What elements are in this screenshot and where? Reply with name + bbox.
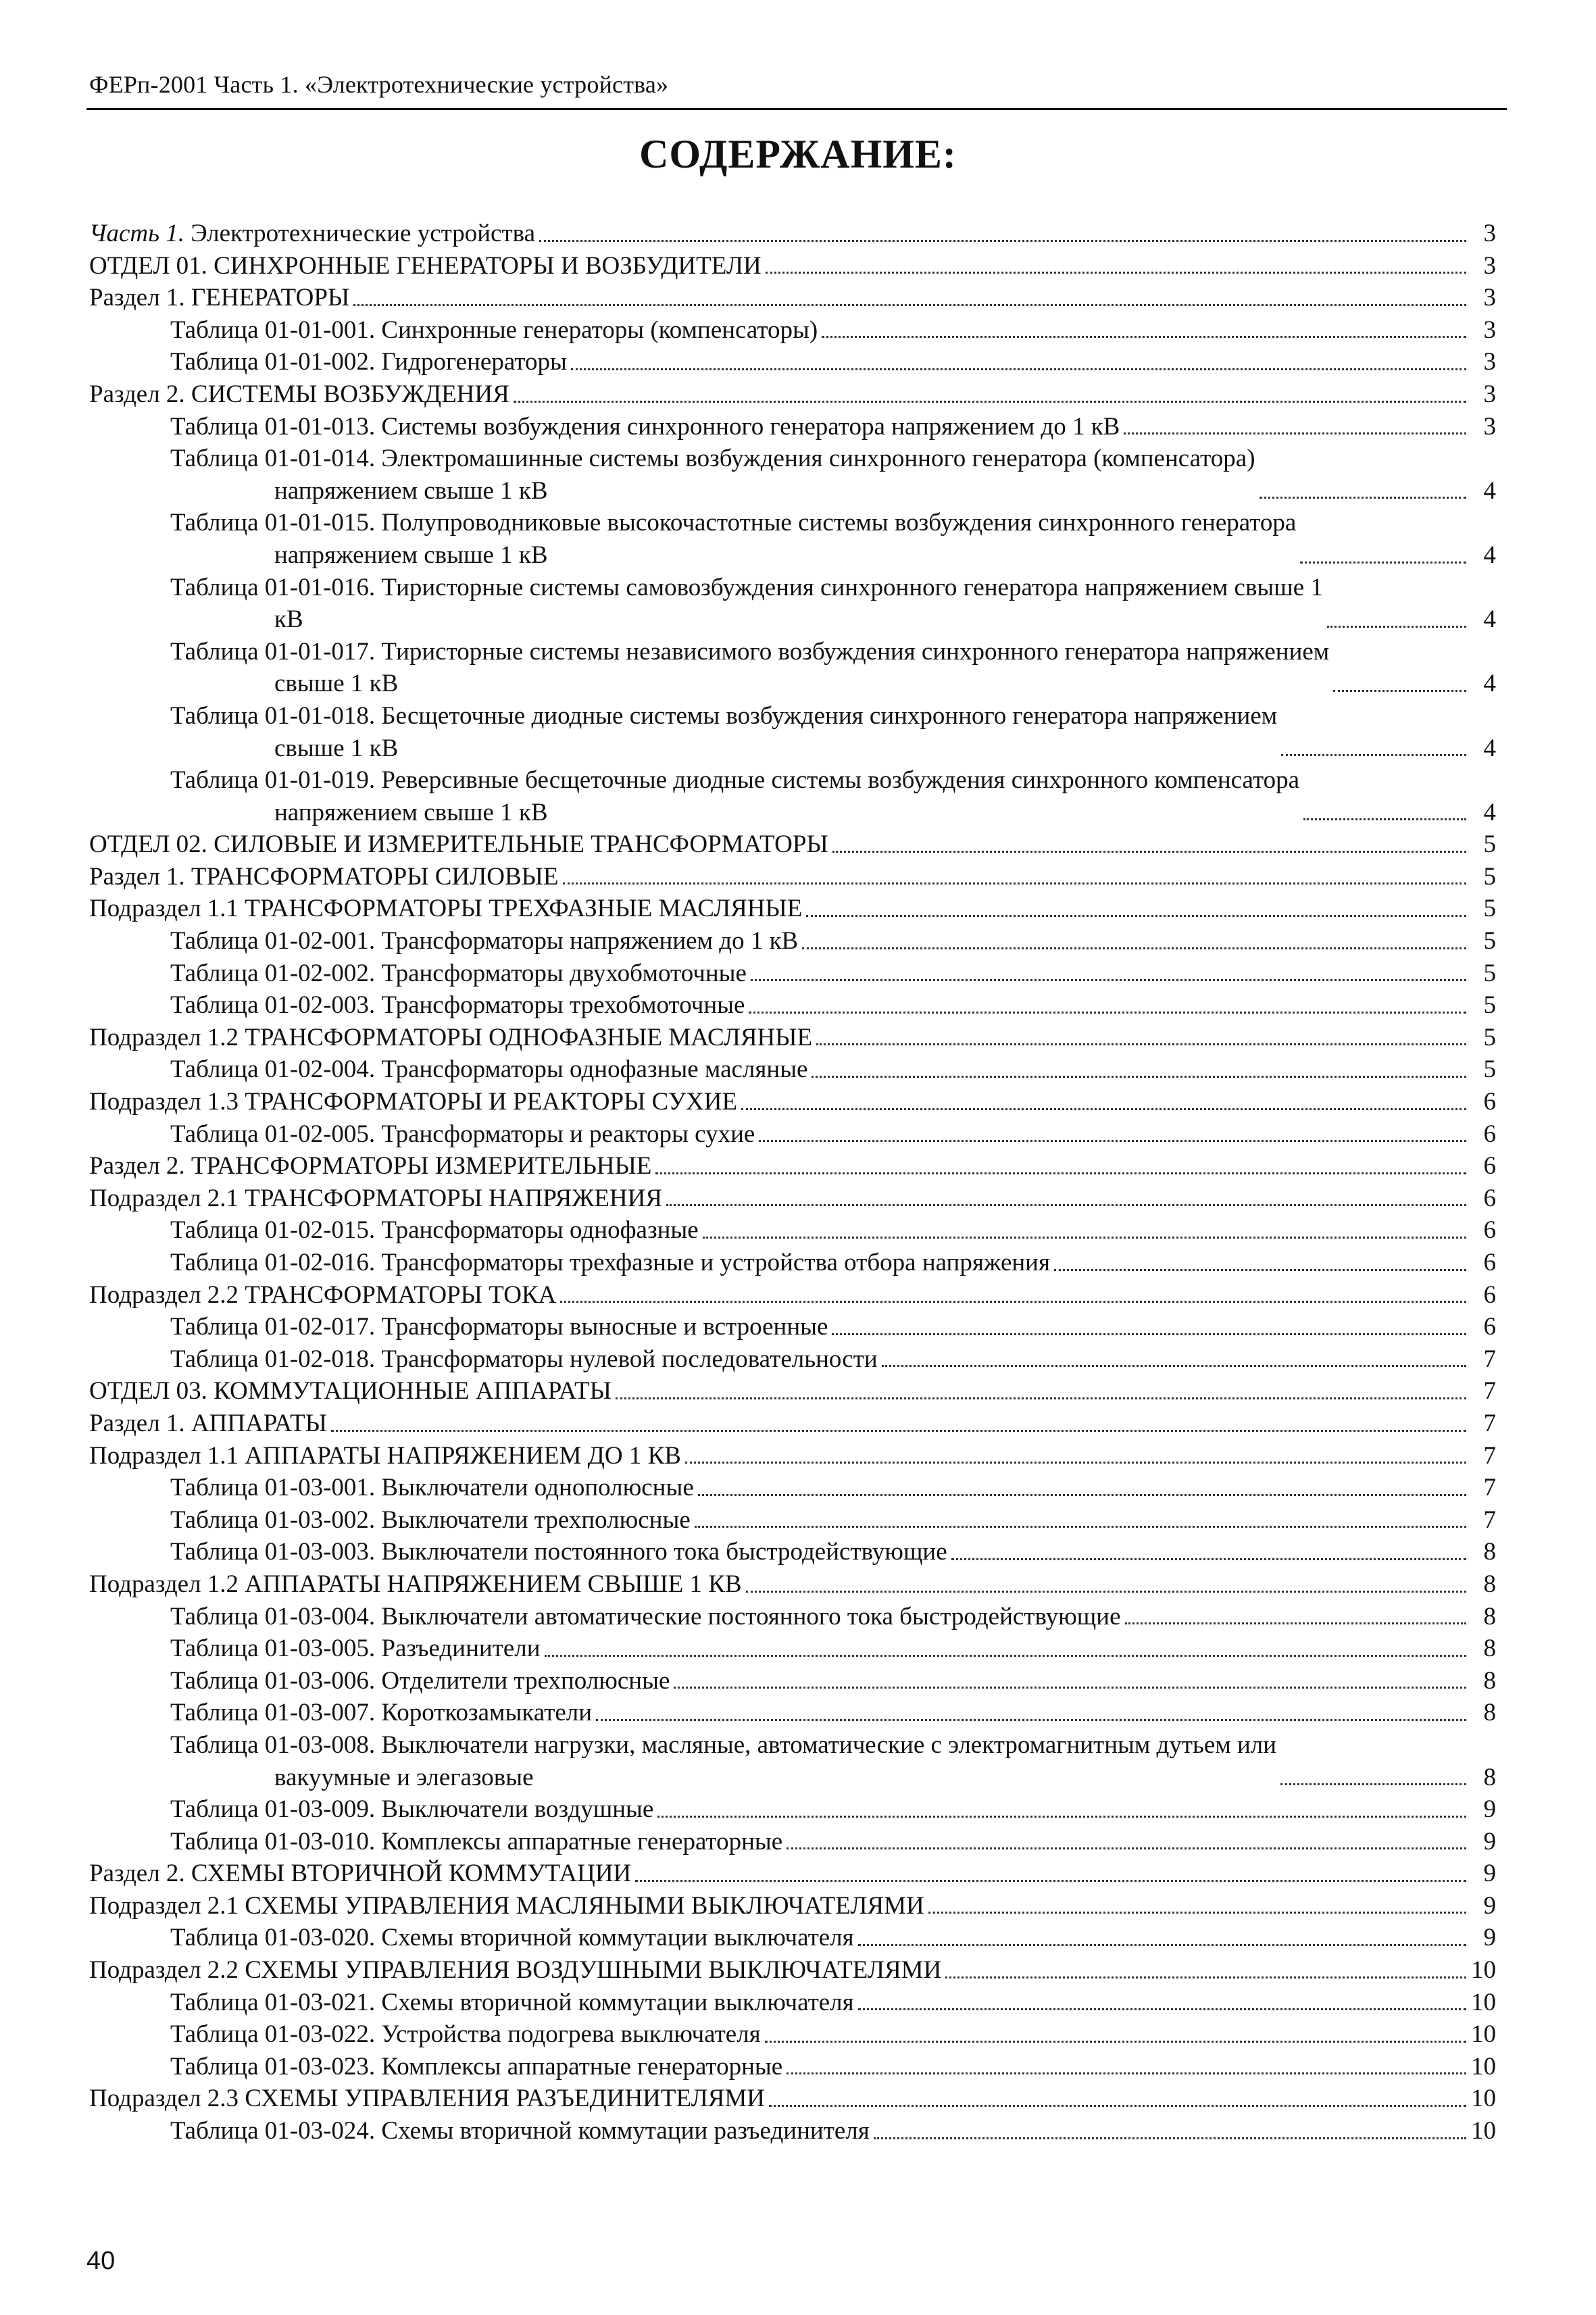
toc-entry-text: [170, 1214, 699, 1247]
toc-entry-page: 3: [1483, 380, 1496, 408]
table-of-contents: [89, 218, 1496, 2147]
toc-entry[interactable]: [89, 2018, 1496, 2051]
toc-entry-page: 6: [1483, 1088, 1496, 1116]
toc-entry-text: [170, 2051, 782, 2083]
toc-entry-text: [170, 411, 1120, 443]
dot-leader: [832, 1333, 1466, 1335]
toc-entry-title: Раздел 1. ГЕНЕРАТОРЫ: [89, 284, 350, 312]
toc-entry-title: Подраздел 1.2 ТРАНСФОРМАТОРЫ ОДНОФАЗНЫЕ МАСЛЯНЫЕ: [89, 1023, 813, 1051]
toc-entry-page: 6: [1483, 1216, 1496, 1245]
dot-leader: [703, 1236, 1466, 1239]
toc-entry-title: ОТДЕЛ 03. КОММУТАЦИОННЫЕ АППАРАТЫ: [89, 1377, 612, 1405]
toc-entry-title: Таблица 01-03-023. Комплексы аппаратные генераторные: [170, 2052, 783, 2081]
toc-entry-text: [170, 1536, 947, 1568]
toc-entry-continuation: напряжением свыше 1 кВ: [274, 476, 548, 505]
dot-leader: [787, 1847, 1466, 1849]
toc-entry[interactable]: [89, 700, 1496, 764]
toc-entry[interactable]: [89, 2115, 1496, 2147]
toc-entry-page: 8: [1483, 1602, 1496, 1631]
toc-entry-page: 3: [1483, 316, 1496, 344]
dot-leader: [822, 335, 1466, 338]
toc-entry-title: Таблица 01-02-004. Трансформаторы однофазные масляные: [170, 1055, 808, 1084]
toc-entry-title: Таблица 01-03-024. Схемы вторичной коммутации разъединителя: [170, 2117, 870, 2145]
toc-entry-title: Таблица 01-03-006. Отделители трехполюсные: [170, 1666, 670, 1695]
toc-entry-page: 5: [1483, 862, 1496, 891]
toc-entry[interactable]: [89, 1343, 1496, 1376]
dot-leader: [571, 368, 1466, 370]
dot-leader: [514, 400, 1466, 403]
toc-entry-title: Таблица 01-01-001. Синхронные генераторы (компенсаторы): [170, 316, 818, 344]
dot-leader: [1327, 625, 1466, 628]
toc-entry-title: Таблица 01-01-017. Тиристорные системы независимого возбуждения синхронного генератора напряжением: [170, 637, 1330, 666]
toc-entry-text: [170, 700, 1277, 764]
toc-entry-text: [89, 378, 509, 411]
dot-leader: [353, 303, 1466, 306]
toc-entry-title: Таблица 01-01-015. Полупроводниковые высокочастотные системы возбуждения синхронного генератора: [170, 509, 1297, 537]
dot-leader: [766, 271, 1466, 274]
toc-entry-title: Электротехнические устройства: [184, 220, 536, 247]
toc-entry[interactable]: [89, 1214, 1496, 1247]
toc-entry-page: 6: [1483, 1280, 1496, 1309]
toc-entry-text: [89, 1086, 737, 1118]
dot-leader: [765, 2040, 1466, 2043]
toc-entry-title: Подраздел 2.1 ТРАНСФОРМАТОРЫ НАПРЯЖЕНИЯ: [89, 1184, 663, 1212]
toc-entry[interactable]: [89, 411, 1496, 443]
toc-entry-page: 10: [1471, 2085, 1496, 2113]
toc-entry-title: Таблица 01-02-016. Трансформаторы трехфазные и устройства отбора напряжения: [170, 1249, 1050, 1276]
toc-entry-title: Таблица 01-03-005. Разъединители: [170, 1635, 541, 1663]
dot-leader: [1054, 1268, 1466, 1271]
header-divider: [86, 108, 1507, 110]
dot-leader: [945, 1976, 1466, 1978]
toc-entry[interactable]: [89, 1633, 1496, 1665]
toc-entry-text: [170, 346, 567, 378]
toc-entry-page: 8: [1483, 1763, 1496, 1791]
toc-entry-page: 5: [1483, 1023, 1496, 1051]
toc-entry-page: 9: [1483, 1891, 1496, 1920]
toc-entry[interactable]: [89, 1440, 1496, 1472]
toc-entry-page: 10: [1471, 2020, 1496, 2049]
toc-entry-title: Раздел 1. АППАРАТЫ: [89, 1409, 327, 1437]
toc-entry-page: 5: [1483, 830, 1496, 859]
toc-entry[interactable]: [89, 861, 1496, 893]
toc-entry-text: [170, 1922, 854, 1954]
toc-entry-page: 10: [1471, 2052, 1496, 2081]
toc-entry-text: [89, 1375, 612, 1408]
toc-entry-title: Подраздел 2.1 СХЕМЫ УПРАВЛЕНИЯ МАСЛЯНЫМИ ВЫКЛЮЧАТЕЛЯМИ: [89, 1891, 924, 1920]
dot-leader: [858, 2008, 1466, 2010]
toc-entry-page: 7: [1483, 1474, 1496, 1502]
toc-entry[interactable]: [89, 346, 1496, 378]
toc-entry-continuation: кВ: [274, 605, 303, 634]
dot-leader: [812, 1075, 1466, 1078]
toc-entry-page: 5: [1483, 1055, 1496, 1084]
dot-leader: [751, 978, 1466, 981]
toc-entry-page: 10: [1471, 1956, 1496, 1985]
toc-entry-text: [170, 1633, 541, 1665]
toc-entry-title: Таблица 01-03-001. Выключатели однополюсные: [170, 1474, 694, 1502]
page-title: СОДЕРЖАНИЕ:: [639, 132, 957, 176]
toc-entry-title: Подраздел 2.2 ТРАНСФОРМАТОРЫ ТОКА: [89, 1280, 557, 1309]
toc-entry[interactable]: [89, 1601, 1496, 1633]
toc-entry[interactable]: [89, 764, 1496, 828]
toc-entry-text: [170, 572, 1323, 636]
dot-leader: [331, 1429, 1466, 1432]
toc-entry[interactable]: [89, 893, 1496, 925]
toc-entry-page: 10: [1471, 2117, 1496, 2145]
toc-entry-page: 5: [1483, 959, 1496, 987]
toc-entry-title: Раздел 2. СИСТЕМЫ ВОЗБУЖДЕНИЯ: [89, 380, 509, 408]
dot-leader: [1260, 496, 1466, 499]
toc-entry-page: 4: [1483, 605, 1496, 634]
toc-entry-title: Подраздел 1.2 АППАРАТЫ НАПРЯЖЕНИЕМ СВЫШЕ 1 КВ: [89, 1570, 742, 1598]
dot-leader: [560, 1300, 1466, 1303]
toc-entry-page: 8: [1483, 1538, 1496, 1566]
toc-entry-title: Таблица 01-03-008. Выключатели нагрузки, масляные, автоматические с электромагнитным дутьем или: [170, 1731, 1277, 1759]
toc-entry[interactable]: [89, 1954, 1496, 1987]
dot-leader: [563, 882, 1466, 885]
toc-entry-page: 9: [1483, 1924, 1496, 1952]
toc-entry-page: 10: [1471, 1988, 1496, 2016]
toc-entry-title: Таблица 01-03-010. Комплексы аппаратные генераторные: [170, 1827, 783, 1856]
toc-entry-page: 3: [1483, 220, 1496, 247]
toc-entry-text: [170, 314, 818, 347]
toc-entry[interactable]: [89, 1053, 1496, 1086]
toc-entry[interactable]: [89, 378, 1496, 411]
toc-entry-page: 4: [1483, 476, 1496, 505]
toc-entry-text: [89, 1408, 327, 1440]
toc-entry-text: [170, 2115, 870, 2147]
toc-entry-page: 8: [1483, 1570, 1496, 1598]
toc-entry[interactable]: [89, 1697, 1496, 1729]
dot-leader: [545, 1654, 1466, 1657]
toc-entry-title: Подраздел 1.3 ТРАНСФОРМАТОРЫ И РЕАКТОРЫ СУХИЕ: [89, 1088, 738, 1116]
page-number: 40: [86, 2247, 116, 2275]
toc-entry-title: Таблица 01-01-013. Системы возбуждения синхронного генератора напряжением до 1 кВ: [170, 412, 1120, 441]
toc-entry-text: [89, 1954, 941, 1987]
toc-entry-title: Таблица 01-02-005. Трансформаторы и реакторы сухие: [170, 1120, 755, 1148]
toc-entry-continuation: свыше 1 кВ: [274, 670, 399, 698]
toc-entry-text: [170, 1987, 854, 2019]
running-head: ФЕРп-2001 Часть 1. «Электротехнические устройства»: [89, 71, 669, 98]
toc-entry[interactable]: [89, 828, 1496, 861]
toc-entry[interactable]: [89, 1118, 1496, 1151]
dot-leader: [874, 2137, 1466, 2139]
toc-entry-continuation: напряжением свыше 1 кВ: [274, 541, 548, 569]
dot-leader: [741, 1107, 1466, 1110]
toc-entry[interactable]: [89, 2083, 1496, 2115]
toc-entry-title: Раздел 2. ТРАНСФОРМАТОРЫ ИЗМЕРИТЕЛЬНЫЕ: [89, 1152, 652, 1180]
toc-entry-text: [170, 1697, 592, 1729]
toc-entry-text: [170, 1247, 1050, 1279]
toc-entry-title: Таблица 01-01-016. Тиристорные системы самовозбуждения синхронного генератора напряжением свыше 1: [170, 573, 1323, 601]
toc-entry-text: [89, 282, 349, 314]
toc-entry-page: 9: [1483, 1860, 1496, 1888]
toc-entry-text: [170, 2018, 761, 2051]
toc-entry[interactable]: [89, 1987, 1496, 2019]
dot-leader: [1303, 818, 1466, 820]
toc-entry-page: 6: [1483, 1120, 1496, 1148]
dot-leader: [928, 1911, 1466, 1914]
toc-entry[interactable]: [89, 282, 1496, 314]
toc-entry-page: 6: [1483, 1152, 1496, 1180]
toc-entry-title: Таблица 01-03-003. Выключатели постоянного тока быстродействующие: [170, 1538, 947, 1566]
toc-entry-text: [89, 250, 762, 282]
toc-entry-title: Таблица 01-02-017. Трансформаторы выносные и встроенные: [170, 1313, 828, 1341]
dot-leader: [616, 1397, 1466, 1399]
dot-leader: [787, 2072, 1466, 2074]
toc-entry-title: Таблица 01-03-004. Выключатели автоматические постоянного тока быстродействующие: [170, 1602, 1121, 1631]
toc-entry-text: [89, 218, 535, 250]
toc-entry[interactable]: [89, 1793, 1496, 1826]
toc-entry-page: 5: [1483, 927, 1496, 955]
toc-entry-text: [170, 989, 745, 1022]
toc-entry-title: Таблица 01-02-015. Трансформаторы однофазные: [170, 1216, 699, 1245]
dot-leader: [674, 1686, 1466, 1689]
toc-entry-page: 4: [1483, 541, 1496, 569]
dot-leader: [698, 1493, 1466, 1496]
toc-entry-page: 7: [1483, 1441, 1496, 1470]
toc-entry[interactable]: [89, 636, 1496, 700]
toc-entry[interactable]: [89, 1504, 1496, 1537]
toc-entry[interactable]: [89, 2051, 1496, 2083]
toc-entry-text: [170, 764, 1299, 828]
dot-leader: [951, 1558, 1466, 1560]
dot-leader: [635, 1879, 1466, 1882]
toc-entry-title: Подраздел 2.3 СХЕМЫ УПРАВЛЕНИЯ РАЗЪЕДИНИТЕЛЯМИ: [89, 2085, 765, 2113]
toc-entry-title: Таблица 01-01-018. Бесщеточные диодные системы возбуждения синхронного генератора напряжением: [170, 701, 1278, 730]
toc-entry[interactable]: [89, 1022, 1496, 1054]
toc-entry-text: [170, 1601, 1121, 1633]
toc-entry[interactable]: [89, 1568, 1496, 1601]
toc-entry[interactable]: [89, 250, 1496, 282]
dot-leader: [759, 1139, 1466, 1142]
toc-entry-text: [89, 1022, 812, 1054]
toc-entry[interactable]: [89, 507, 1496, 571]
toc-entry-title: Таблица 01-03-002. Выключатели трехполюсные: [170, 1505, 691, 1534]
toc-entry-text: [170, 1118, 755, 1151]
dot-leader: [802, 947, 1466, 949]
toc-entry-text: [89, 1279, 556, 1312]
toc-entry-text: [89, 1150, 651, 1183]
toc-entry-continuation: вакуумные и элегазовые: [274, 1763, 534, 1791]
dot-leader: [596, 1718, 1466, 1721]
toc-entry-text: [89, 828, 828, 861]
toc-entry-text: [170, 443, 1255, 507]
toc-entry-title: Таблица 01-02-002. Трансформаторы двухобмоточные: [170, 959, 747, 987]
toc-entry-page: 7: [1483, 1345, 1496, 1373]
toc-entry[interactable]: [89, 925, 1496, 957]
toc-entry-page: 3: [1483, 251, 1496, 280]
toc-entry-page: 5: [1483, 991, 1496, 1020]
dot-leader: [858, 1943, 1466, 1946]
toc-entry[interactable]: [89, 443, 1496, 507]
toc-entry[interactable]: [89, 1665, 1496, 1697]
dot-leader: [1280, 1783, 1466, 1785]
toc-entry[interactable]: [89, 1472, 1496, 1504]
dot-leader: [655, 1172, 1466, 1174]
toc-entry-page: 7: [1483, 1377, 1496, 1405]
toc-entry-page: 3: [1483, 348, 1496, 376]
toc-entry-text: [170, 1729, 1276, 1793]
toc-entry[interactable]: [89, 1183, 1496, 1215]
toc-entry-page: 9: [1483, 1827, 1496, 1856]
toc-entry-page: 4: [1483, 798, 1496, 826]
toc-entry-text: [170, 1343, 878, 1376]
dot-leader: [1300, 561, 1466, 564]
toc-entry-text: [89, 893, 802, 925]
toc-entry[interactable]: [89, 1922, 1496, 1954]
toc-entry-page: 4: [1483, 670, 1496, 698]
toc-entry-text: [170, 1053, 807, 1086]
toc-entry-text: [89, 2083, 765, 2115]
toc-entry-page: 8: [1483, 1666, 1496, 1695]
toc-entry-text: [170, 1665, 670, 1697]
toc-entry-label: Часть 1.: [89, 220, 184, 247]
dot-leader: [657, 1815, 1466, 1818]
toc-entry-page: 8: [1483, 1635, 1496, 1663]
toc-entry-text: [170, 1311, 828, 1343]
toc-entry-title: Раздел 1. ТРАНСФОРМАТОРЫ СИЛОВЫЕ: [89, 862, 559, 891]
dot-leader: [749, 1011, 1466, 1014]
toc-entry-title: Подраздел 2.2 СХЕМЫ УПРАВЛЕНИЯ ВОЗДУШНЫМИ ВЫКЛЮЧАТЕЛЯМИ: [89, 1956, 942, 1985]
toc-entry[interactable]: [89, 1890, 1496, 1922]
toc-entry[interactable]: [89, 1086, 1496, 1118]
toc-entry-text: [170, 957, 747, 990]
toc-entry-page: 7: [1483, 1409, 1496, 1437]
toc-entry[interactable]: [89, 957, 1496, 990]
toc-entry-page: 6: [1483, 1313, 1496, 1341]
toc-entry[interactable]: [89, 1826, 1496, 1858]
toc-entry[interactable]: [89, 314, 1496, 347]
dot-leader: [769, 2104, 1466, 2107]
toc-entry-title: Подраздел 1.1 ТРАНСФОРМАТОРЫ ТРЕХФАЗНЫЕ МАСЛЯНЫЕ: [89, 895, 803, 923]
toc-entry[interactable]: [89, 1858, 1496, 1890]
dot-leader: [1124, 432, 1466, 434]
toc-entry-text: [170, 1793, 653, 1826]
toc-entry-page: 3: [1483, 284, 1496, 312]
toc-entry-text: [89, 1568, 742, 1601]
toc-entry-page: 4: [1483, 734, 1496, 762]
dot-leader: [1333, 689, 1466, 692]
toc-entry-text: [170, 507, 1296, 571]
dot-leader: [882, 1364, 1466, 1367]
toc-entry-page: 6: [1483, 1184, 1496, 1212]
toc-entry[interactable]: [89, 1729, 1496, 1793]
toc-entry-text: [89, 1890, 924, 1922]
toc-entry-page: 8: [1483, 1699, 1496, 1727]
toc-entry-text: [170, 1826, 782, 1858]
toc-entry-page: 5: [1483, 895, 1496, 923]
toc-entry-continuation: свыше 1 кВ: [274, 734, 399, 762]
toc-entry-title: Таблица 01-03-007. Короткозамыкатели: [170, 1699, 593, 1727]
toc-entry-title: Подраздел 1.1 АППАРАТЫ НАПРЯЖЕНИЕМ ДО 1 КВ: [89, 1441, 681, 1470]
toc-entry-title: Таблица 01-01-014. Электромашинные системы возбуждения синхронного генератора (компенсатора): [170, 445, 1255, 473]
toc-entry-text: [89, 1858, 631, 1890]
toc-entry-text: [170, 636, 1329, 700]
toc-entry[interactable]: [89, 1247, 1496, 1279]
dot-leader: [685, 1461, 1466, 1464]
toc-entry-page: 9: [1483, 1795, 1496, 1824]
toc-entry-title: Таблица 01-02-003. Трансформаторы трехобмоточные: [170, 991, 745, 1020]
toc-entry[interactable]: [89, 1150, 1496, 1183]
toc-entry[interactable]: [89, 1375, 1496, 1408]
toc-entry-title: Раздел 2. СХЕМЫ ВТОРИЧНОЙ КОММУТАЦИИ: [89, 1860, 632, 1888]
toc-entry-text: [170, 1472, 694, 1504]
toc-entry-text: [89, 1440, 681, 1472]
dot-leader: [1281, 753, 1466, 756]
toc-entry-title: Таблица 01-03-020. Схемы вторичной коммутации выключателя: [170, 1924, 854, 1952]
dot-leader: [832, 850, 1466, 853]
dot-leader: [816, 1043, 1466, 1045]
toc-entry-title: ОТДЕЛ 02. СИЛОВЫЕ И ИЗМЕРИТЕЛЬНЫЕ ТРАНСФОРМАТОРЫ: [89, 830, 828, 859]
toc-entry-page: 3: [1483, 412, 1496, 441]
toc-entry-title: Таблица 01-03-021. Схемы вторичной коммутации выключателя: [170, 1988, 854, 2016]
toc-entry-page: 6: [1483, 1249, 1496, 1276]
toc-entry-continuation: напряжением свыше 1 кВ: [274, 798, 548, 826]
toc-entry[interactable]: [89, 1279, 1496, 1312]
dot-leader: [695, 1525, 1466, 1528]
toc-entry-page: 7: [1483, 1505, 1496, 1534]
toc-entry[interactable]: [89, 218, 1496, 250]
dot-leader: [666, 1203, 1466, 1206]
toc-entry[interactable]: [89, 989, 1496, 1022]
dot-leader: [806, 914, 1466, 917]
dot-leader: [1125, 1622, 1466, 1624]
toc-entry[interactable]: [89, 1311, 1496, 1343]
toc-entry[interactable]: [89, 1408, 1496, 1440]
toc-entry-title: Таблица 01-01-019. Реверсивные бесщеточные диодные системы возбуждения синхронного компенсатора: [170, 766, 1300, 795]
toc-entry[interactable]: [89, 572, 1496, 636]
dot-leader: [539, 239, 1466, 242]
toc-entry[interactable]: [89, 1536, 1496, 1568]
toc-entry-title: Таблица 01-01-002. Гидрогенераторы: [170, 348, 567, 376]
toc-entry-text: [170, 1504, 691, 1537]
toc-entry-title: Таблица 01-03-009. Выключатели воздушные: [170, 1795, 654, 1824]
toc-entry-title: ОТДЕЛ 01. СИНХРОННЫЕ ГЕНЕРАТОРЫ И ВОЗБУДИТЕЛИ: [89, 251, 762, 280]
toc-entry-text: [89, 1183, 662, 1215]
dot-leader: [746, 1590, 1466, 1593]
toc-entry-text: [89, 861, 559, 893]
toc-entry-text: [170, 925, 798, 957]
toc-entry-title: Таблица 01-02-001. Трансформаторы напряжением до 1 кВ: [170, 927, 799, 955]
toc-entry-title: Таблица 01-02-018. Трансформаторы нулевой последовательности: [170, 1345, 878, 1373]
toc-entry-title: Таблица 01-03-022. Устройства подогрева выключателя: [170, 2020, 761, 2049]
